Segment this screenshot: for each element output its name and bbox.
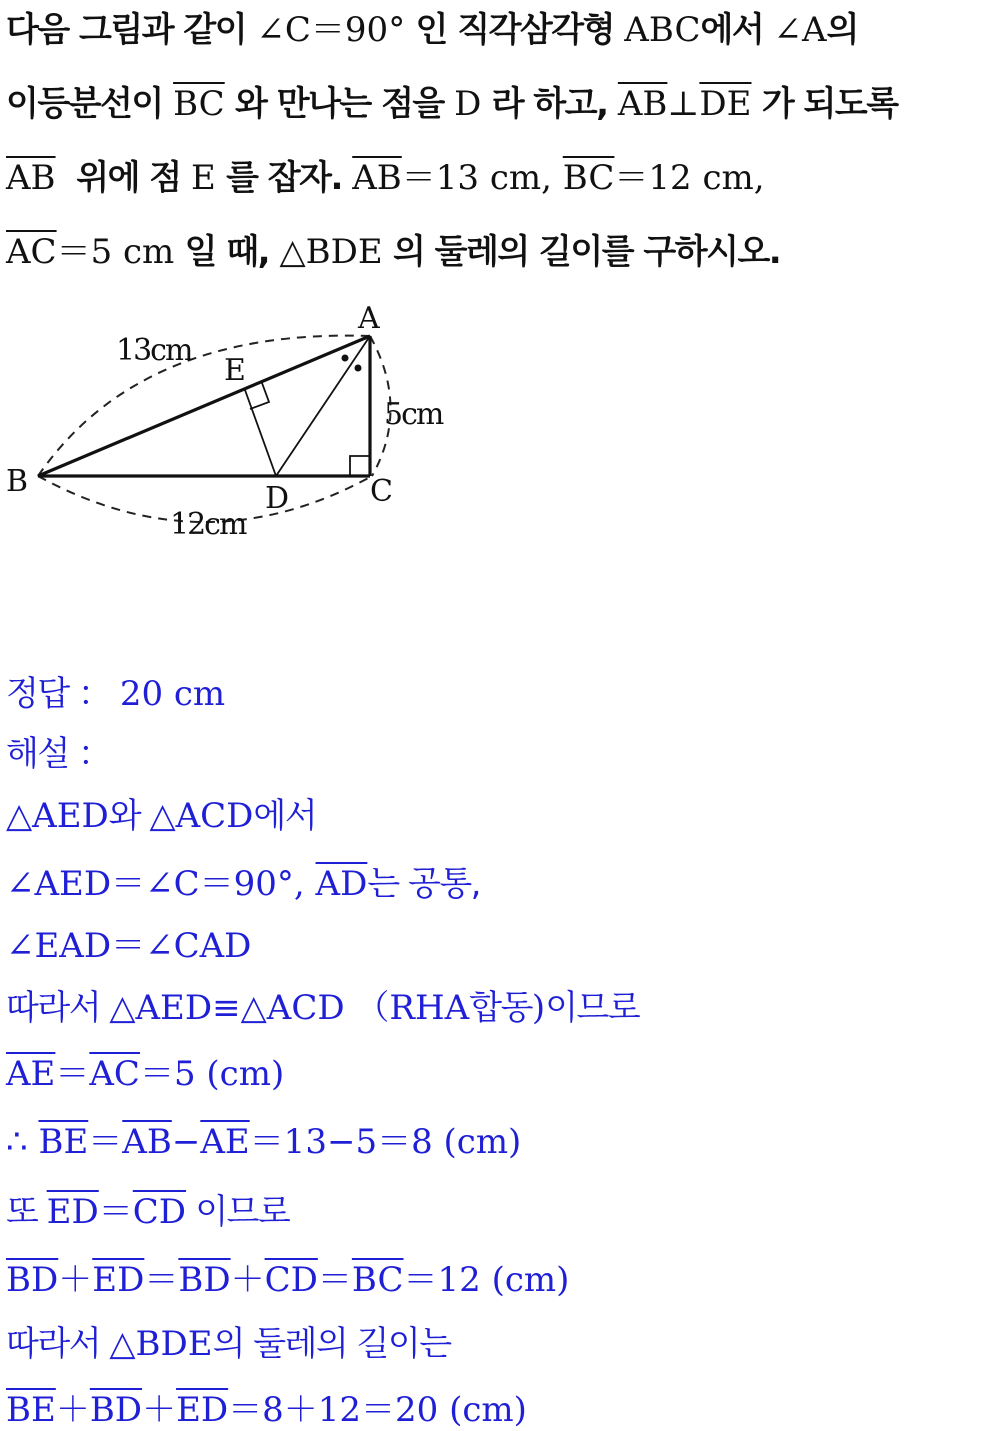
side-ab	[38, 336, 370, 476]
plus: ＋	[230, 1260, 265, 1300]
paren: )	[531, 988, 546, 1028]
math-angle-a: ∠A	[773, 10, 827, 50]
answer-label: 정답 ：	[6, 674, 120, 714]
solution-text: 는 공통,	[367, 864, 480, 904]
math-triangle-abc: ABC	[624, 10, 701, 50]
triangle-acd: △ACD	[149, 796, 254, 836]
equals: ＝	[88, 1122, 123, 1162]
math-value: ＝5 (cm)	[139, 1054, 285, 1094]
segment-bc: $\overline{BC}$	[173, 84, 225, 124]
segment-ae: $\overline{AE}$	[6, 1054, 56, 1094]
length-label-ac: 5cm	[384, 397, 443, 432]
label-c: C	[370, 474, 393, 509]
math-value: ＝12 (cm)	[403, 1260, 570, 1300]
segment-ab: $\overline{AB}$	[352, 158, 402, 198]
solution-step-7	[6, 1184, 289, 1233]
length-ac: ＝5 cm	[56, 232, 175, 272]
length-ab: ＝13 cm	[401, 158, 542, 198]
segment-cd: $\overline{CD}$	[264, 1260, 318, 1300]
math-angles: ∠EAD＝∠CAD	[6, 926, 252, 966]
plus: ＋	[58, 1260, 93, 1300]
segment-ac: $\overline{AC}$	[6, 232, 57, 272]
right-angle-c	[350, 456, 370, 476]
therefore-symbol: ∴	[6, 1122, 39, 1162]
segment-ab: $\overline{AB}$	[122, 1122, 172, 1162]
label-a: A	[358, 301, 380, 336]
problem-text: 에서	[700, 10, 774, 50]
segment-be: $\overline{BE}$	[6, 1390, 56, 1430]
equals: ＝	[55, 1054, 90, 1094]
triangle-bde: △BDE	[109, 1324, 213, 1364]
problem-text: 위에 점	[55, 158, 191, 198]
math-angle-c: ∠C＝90°	[256, 10, 406, 50]
math-value: ＝8＋12＝20 (cm)	[228, 1390, 527, 1430]
solution-text: 합동	[469, 988, 532, 1028]
problem-text: 와 만나는 점을	[224, 84, 455, 124]
triangle-aed: △AED	[6, 796, 109, 836]
problem-text: 라 하고,	[481, 84, 618, 124]
solution-step-9	[6, 1316, 451, 1365]
problem-text: 인 직각삼각형	[405, 10, 625, 50]
solution-text: 와	[108, 796, 150, 836]
equals: ＝	[317, 1260, 352, 1300]
problem-text: 이등분선이	[6, 84, 174, 124]
equals: ＝	[144, 1260, 179, 1300]
solution-text: 또	[6, 1192, 47, 1232]
congruence: △AED≡△ACD	[109, 988, 345, 1028]
segment-cd: $\overline{CD}$	[132, 1192, 187, 1232]
math-angles: ∠AED＝∠C＝90°,	[6, 864, 316, 904]
angle-dot	[355, 365, 362, 372]
plus: ＋	[55, 1390, 90, 1430]
solution-text: 에서	[253, 796, 317, 836]
solution-step-8	[6, 1252, 569, 1301]
minus: −	[171, 1122, 201, 1162]
rha-label: （RHA	[344, 988, 470, 1028]
segment-ae: $\overline{AE}$	[200, 1122, 250, 1162]
length-label-ab: 13cm	[116, 333, 192, 368]
solution-text: 이므로	[186, 1192, 290, 1232]
problem-line-2	[6, 76, 898, 125]
segment-ed: $\overline{ED}$	[92, 1260, 145, 1300]
segment-ac: $\overline{AC}$	[89, 1054, 140, 1094]
explanation-label	[6, 726, 111, 775]
segment-ed: $\overline{ED}$	[176, 1390, 229, 1430]
solution-text: 따라서	[6, 988, 110, 1028]
answer-value: 20 cm	[119, 674, 226, 714]
segment-bd: $\overline{BD}$	[178, 1260, 231, 1300]
solution-step-1	[6, 788, 316, 837]
label-d: D	[265, 481, 290, 516]
solution-step-2	[6, 856, 480, 905]
problem-line-1	[6, 2, 858, 51]
length-bc: ＝12 cm	[614, 158, 754, 198]
segment-bd: $\overline{BD}$	[89, 1390, 143, 1430]
label-b: B	[6, 464, 29, 499]
perp-symbol: ⊥	[667, 84, 700, 124]
problem-line-3	[6, 150, 765, 199]
solution-step-3	[6, 918, 251, 967]
length-label-bc: 12cm	[170, 507, 246, 542]
segment-ab: $\overline{AB}$	[617, 84, 668, 124]
math-value: ＝13−5＝8 (cm)	[249, 1122, 522, 1162]
equals: ＝	[98, 1192, 133, 1232]
solution-text: 의 둘레의 길이는	[212, 1324, 451, 1364]
segment-bc: $\overline{BC}$	[562, 158, 615, 198]
segment-de-line	[245, 390, 276, 476]
problem-text: 다음 그림과 같이	[6, 10, 257, 50]
answer-line	[6, 666, 225, 715]
triangle-figure	[0, 298, 470, 548]
problem-text: 의	[826, 10, 858, 50]
solution-step-5	[6, 1046, 284, 1095]
segment-ab: $\overline{AB}$	[6, 158, 56, 198]
explanation-label-text: 해설 ：	[6, 734, 111, 774]
segment-de: $\overline{DE}$	[699, 84, 752, 124]
segment-ad: $\overline{AD}$	[315, 864, 368, 904]
segment-bd: $\overline{BD}$	[6, 1260, 59, 1300]
triangle-bde: △BDE	[279, 232, 383, 272]
label-e: E	[224, 353, 246, 388]
point-d: D	[454, 84, 482, 124]
comma: ,	[753, 158, 765, 198]
solution-text: 이므로	[545, 988, 640, 1028]
problem-text: 일 때,	[174, 232, 280, 272]
segment-ed: $\overline{ED}$	[46, 1192, 99, 1232]
solution-text: 따라서	[6, 1324, 110, 1364]
problem-text: 가 되도록	[751, 84, 898, 124]
plus: ＋	[142, 1390, 177, 1430]
segment-be: $\overline{BE}$	[38, 1122, 89, 1162]
problem-line-4	[6, 224, 780, 273]
problem-text: 를 잡자.	[215, 158, 353, 198]
problem-text: 의 둘레의 길이를 구하시오.	[382, 232, 781, 272]
point-e: E	[190, 158, 216, 198]
segment-bc: $\overline{BC}$	[351, 1260, 404, 1300]
comma: ,	[541, 158, 563, 198]
solution-step-4	[6, 980, 639, 1029]
angle-dot	[342, 355, 349, 362]
solution-step-6	[6, 1114, 521, 1163]
